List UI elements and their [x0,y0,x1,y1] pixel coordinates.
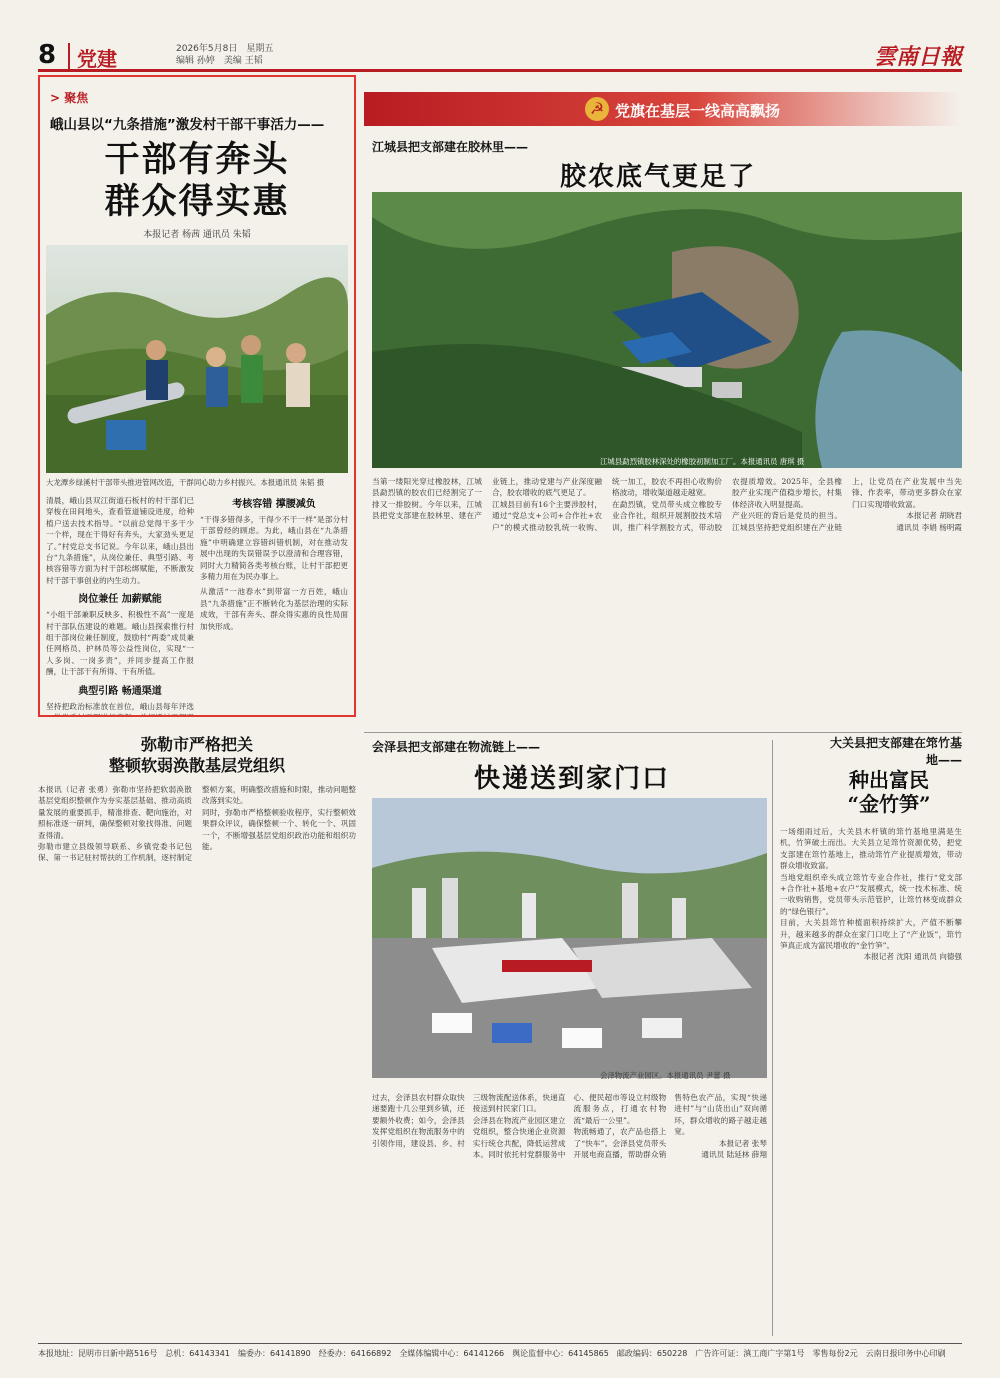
featured-photo-caption: 大龙潭乡绿溪村干部带头推进管网改造，干群同心助力乡村振兴。本报通讯员 朱韬 摄 [46,478,325,487]
featured-photo [46,245,348,473]
section-label: 党建 [68,43,117,72]
story1-body [372,476,962,726]
story4-para-3: 同时，弥勒市严格整顿验收程序，实行整顿效果群众评议，确保整顿一个、转化一个、巩固一个，不断增强基层党组织政治功能和组织功能。 [202,807,356,852]
featured-title-line2: 群众得实惠 [104,181,290,222]
story2-para-3: 物流畅通了，农产品也搭上了“快车”。会泽县党员带头开展电商直播，帮助群众销售特色农产品，实现“快递进村”与“山货出山”双向循环，群众增收的路子越走越宽。 [573,1093,767,1160]
story2-subtitle: 会泽县把支部建在物流链上—— [372,740,541,754]
story2-credit: 本报记者 张琴 通讯员 陆延林 薛翔 [701,1138,767,1160]
story3-para-2: 当地党组织牵头成立筇竹专业合作社，推行“党支部+合作社+基地+农户”发展模式，统一技术标准、统一收购销售，党员带头示范管护，让筇竹林变成群众的“绿色银行”。 [780,872,962,916]
page-footer: 本报地址：昆明市日新中路516号 总机：64143341 编委办：64141890 经委办：64166892 全媒体编辑中心：64141266 舆论监督中心：64145865 邮政编码：650228 广告许可证：滇工商广字第1号 零售每份2元 云南日报印务中心印刷 [38,1343,962,1359]
divider [772,740,773,1336]
story4-para-2: 弥勒市建立县级领导联系、乡镇党委书记包保、第一书记驻村帮扶的工作机制，逐村制定整顿方案，明确整改措施和时限，推动问题整改落到实处。 [38,785,356,863]
story2-title: 快递送到家门口 [474,764,671,794]
newspaper-logo: 雲南日報 [873,44,962,70]
banner-title: 党旗在基层一线高高飘扬 [615,102,781,120]
story4-title [38,734,356,776]
story4-body [38,784,356,1336]
story2-photo-caption: 会泽物流产业园区。本报通讯员 尹蕾 摄 [600,1071,731,1080]
story3-credit: 本报记者 沈阳 通讯员 向德强 [863,952,962,962]
featured-subhead-1: 岗位兼任 加薪赋能 [78,594,162,606]
chevron-right-icon: > [50,91,65,105]
featured-subtitle: 峨山县以“九条措施”激发村干部干事活力—— [50,117,325,133]
story1-para-3: 在勐烈镇，党员带头成立橡胶专业合作社，组织开展割胶技术培训，推广科学割胶方式，带动胶农提质增效。2025年，全县橡胶产业实现产值稳步增长，村集体经济收入明显提高。 [612,477,842,532]
story2-body [372,1092,767,1336]
featured-col-2 [200,495,348,715]
featured-para-3: 坚持把政治标准放在首位，峨山县每年评选 [46,701,194,711]
party-emblem-icon: ☭ [585,97,609,121]
story3-subtitle: 大关县把支部建在筇竹基地—— [829,736,962,767]
section-banner [364,92,962,126]
story3-title-line2: “金竹笋” [847,792,931,816]
issue-date: 2026年5月8日 星期五 [176,44,274,54]
story2-para-2: 会泽县在物流产业园区建立党组织，整合快递企业资源实行统仓共配，降低运营成本。同时依托村党群服务中心、便民超市等设立村级物流服务点，打通农村物流“最后一公里”。 [472,1093,667,1160]
featured-para-1: 清晨，峨山县双江街道石板村的村干部们已穿梭在田间地头，查看管道铺设进度，给种植户送去技术指导。“以前总觉得干多干少一个样，现在干得好有奔头，大家劲头更足了。”村党总支书记说。今年以来，峨山县出台“九条措施”，从岗位兼任、典型引路、考核容错等方面为村干部松绑赋能，不断激发村干部干事创业的内生动力。 [46,496,194,585]
story4-title-line1: 弥勒市严格把关 [140,735,253,754]
story3-body [780,826,962,1336]
story4-title-line2: 整顿软弱涣散基层党组织 [108,756,285,775]
story1-para-1: 当第一缕阳光穿过橡胶林，江城县勐烈镇的胶农们已经割完了一排又一排胶树。今年以来，江城县把党支部建在胶林里、建在产业链上，推动党建与产业深度融合，胶农增收的底气更足了。 [372,477,602,521]
featured-subhead-2: 典型引路 畅通渠道 [78,685,162,697]
featured-byline: 本报记者 杨茜 通讯员 朱韬 [143,230,251,240]
story3-para-3: 目前，大关县筇竹种植面积持续扩大，产值不断攀升，越来越多的群众在家门口吃上了“产业饭”，筇竹笋真正成为富民增收的“金竹笋”。 [780,918,962,951]
page-number: 8 [38,40,57,70]
kicker-text: 聚焦 [64,91,89,105]
featured-title-line1: 干部有奔头 [104,139,290,180]
kicker [50,89,88,106]
featured-subhead-3: 考核容错 撑腰减负 [232,499,316,510]
featured-col-1 [46,495,194,715]
story1-para-4: 产业兴旺的背后是党员的担当。江城县坚持把党组织建在产业链上，让党员在产业发展中当先锋、作表率，带动更多群众在家门口实现增收致富。 [732,477,962,532]
story1-para-2: 江城县目前有16个主要涉胶村，通过“党总支+公司+合作社+农户”的模式推动胶乳统一收购、统一加工，胶农不再担心收购价格波动，增收渠道越走越宽。 [492,477,722,532]
featured-para-5: 从激活“一池春水”到带富一方百姓，峨山县“九条措施”正不断转化为基层治理的实际成效，干部有奔头、群众得实惠的良性局面加快形成。 [200,587,348,631]
story3-title [820,768,958,816]
issue-meta [176,43,273,67]
story3-para-1: 一场细雨过后，大关县木杆镇的筇竹基地里满是生机，竹笋破土而出。大关县立足筇竹资源优势，把党支部建在筇竹基地上，推动筇竹产业提质增效，带动群众增收致富。 [780,827,962,871]
featured-para-2: “小组干部兼职反映多、积极性不高”一度是村干部队伍建设的难题。峨山县探索推行村组干部岗位兼任制度，鼓励村“两委”成员兼任网格员、护林员等公益性岗位，实现“一人多岗、一岗多责”，并同步提高工作报酬，让干部干有所得、干有所值。 [46,610,194,677]
story1-photo [372,192,962,468]
story3-title-line1: 种出富民 [849,768,929,792]
story2-photo [372,798,767,1078]
story1-subtitle: 江城县把支部建在胶林里—— [372,140,529,154]
page-header [38,40,962,72]
story4-para-1: 本报讯（记者 张勇）弥勒市坚持把软弱涣散基层党组织整顿作为夯实基层基础、推动高质量发展的重要抓手，精准排查、靶向施治，对照标准逐一研判，确保整顿对象找得准、问题查得清。 [38,785,192,840]
story2-para-1: 过去，会泽县农村群众取快递要跑十几公里到乡镇，还要额外收费；如今，会泽县发挥党组织在物流服务中的引领作用，建设县、乡、村三级物流配送体系，快递直接送到村民家门口。 [372,1093,566,1148]
issue-editors: 编辑 孙婷 美编 王韬 [176,56,263,66]
divider [364,732,962,733]
story1-title: 胶农底气更足了 [560,162,757,192]
story1-photo-caption: 江城县勐烈镇胶林深处的橡胶初制加工厂。本报通讯员 唐琪 摄 [600,457,805,466]
story1-credit: 本报记者 胡晓君 通讯员 李娟 杨明霞 [896,511,962,532]
featured-article [38,75,356,717]
featured-title [40,139,354,223]
featured-para-4: “干得多错得多，干得少不干一样”是部分村干部曾经的顾虑。为此，峨山县在“九条措施”中明确建立容错纠错机制，对在推动发展中出现的失误错误予以澄清和合理容错，同时大力精简各类考核台账，让村干部把更多精力用在为民办事上。 [200,515,348,582]
